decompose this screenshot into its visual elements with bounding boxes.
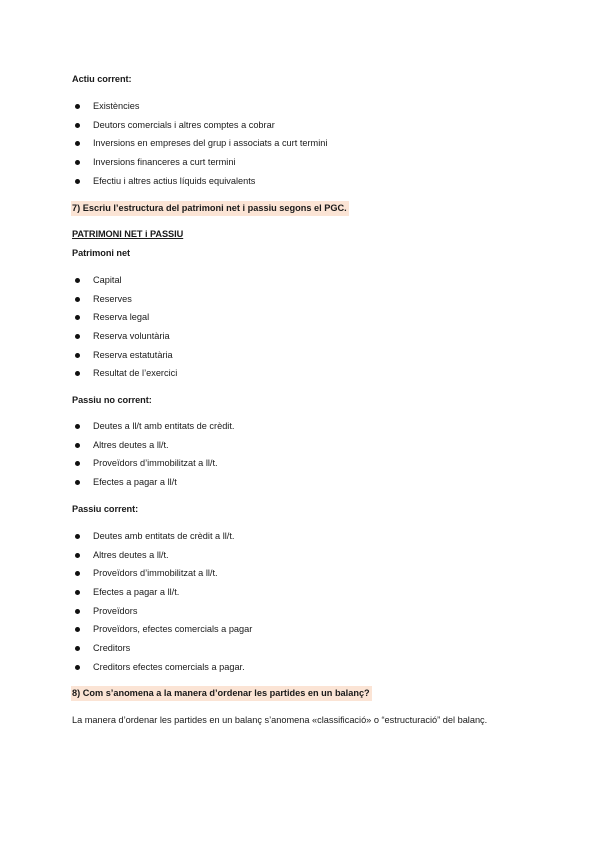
list-item: Efectiu i altres actius líquids equivalents	[72, 172, 327, 191]
answer-8: La manera d’ordenar les partides en un balanç s’anomena «classificació» o “estructuració” del balanç.	[72, 715, 488, 725]
bullet-icon	[75, 334, 80, 339]
list-item: Altres deutes a ll/t.	[72, 546, 252, 565]
list-item: Efectes a pagar a ll/t	[72, 473, 234, 492]
list-item: Existències	[72, 97, 327, 116]
bullet-icon	[75, 553, 80, 558]
bullet-icon	[75, 123, 80, 128]
list-item: Deutes amb entitats de crèdit a ll/t.	[72, 527, 252, 546]
list-item: Altres deutes a ll/t.	[72, 436, 234, 455]
bullet-icon	[75, 160, 80, 165]
list-item: Reserva legal	[72, 308, 177, 327]
list-item: Creditors	[72, 639, 252, 658]
list-item: Capital	[72, 271, 177, 290]
bullet-icon	[75, 297, 80, 302]
passiu-corrent-heading: Passiu corrent:	[72, 504, 139, 514]
list-item: Inversions en empreses del grup i associats a curt termini	[72, 134, 327, 153]
list-item: Resultat de l’exercici	[72, 364, 177, 383]
list-item: Reserva voluntària	[72, 327, 177, 346]
list-item: Deutes a ll/t amb entitats de crèdit.	[72, 417, 234, 436]
bullet-icon	[75, 627, 80, 632]
patrimoni-net-heading: Patrimoni net	[72, 248, 131, 258]
list-item: Creditors efectes comercials a pagar.	[72, 658, 252, 677]
bullet-icon	[75, 609, 80, 614]
bullet-icon	[75, 590, 80, 595]
section-title: PATRIMONI NET i PASSIU	[72, 229, 184, 239]
passiu-corrent-list	[72, 527, 252, 677]
bullet-icon	[75, 534, 80, 539]
bullet-icon	[75, 461, 80, 466]
bullet-icon	[75, 646, 80, 651]
bullet-icon	[75, 480, 80, 485]
bullet-icon	[75, 179, 80, 184]
actiu-corrent-heading: Actiu corrent:	[72, 74, 132, 84]
bullet-icon	[75, 278, 80, 283]
list-item: Proveïdors d’immobilitzat a ll/t.	[72, 454, 234, 473]
question-7: 7) Escriu l’estructura del patrimoni net i passiu segons el PGC.	[71, 201, 349, 216]
bullet-icon	[75, 141, 80, 146]
list-item: Efectes a pagar a ll/t.	[72, 583, 252, 602]
patrimoni-net-list	[72, 271, 177, 383]
question-8: 8) Com s’anomena a la manera d’ordenar les partides en un balanç?	[71, 686, 372, 701]
actiu-corrent-list	[72, 97, 327, 190]
bullet-icon	[75, 665, 80, 670]
list-item: Deutors comercials i altres comptes a cobrar	[72, 116, 327, 135]
bullet-icon	[75, 443, 80, 448]
bullet-icon	[75, 424, 80, 429]
passiu-no-corrent-list	[72, 417, 234, 492]
bullet-icon	[75, 371, 80, 376]
list-item: Inversions financeres a curt termini	[72, 153, 327, 172]
list-item: Reserva estatutària	[72, 346, 177, 365]
list-item: Proveïdors	[72, 602, 252, 621]
bullet-icon	[75, 315, 80, 320]
list-item: Proveïdors, efectes comercials a pagar	[72, 620, 252, 639]
bullet-icon	[75, 104, 80, 109]
bullet-icon	[75, 571, 80, 576]
bullet-icon	[75, 353, 80, 358]
list-item: Proveïdors d’immobilitzat a ll/t.	[72, 564, 252, 583]
passiu-no-corrent-heading: Passiu no corrent:	[72, 395, 152, 405]
list-item: Reserves	[72, 290, 177, 309]
